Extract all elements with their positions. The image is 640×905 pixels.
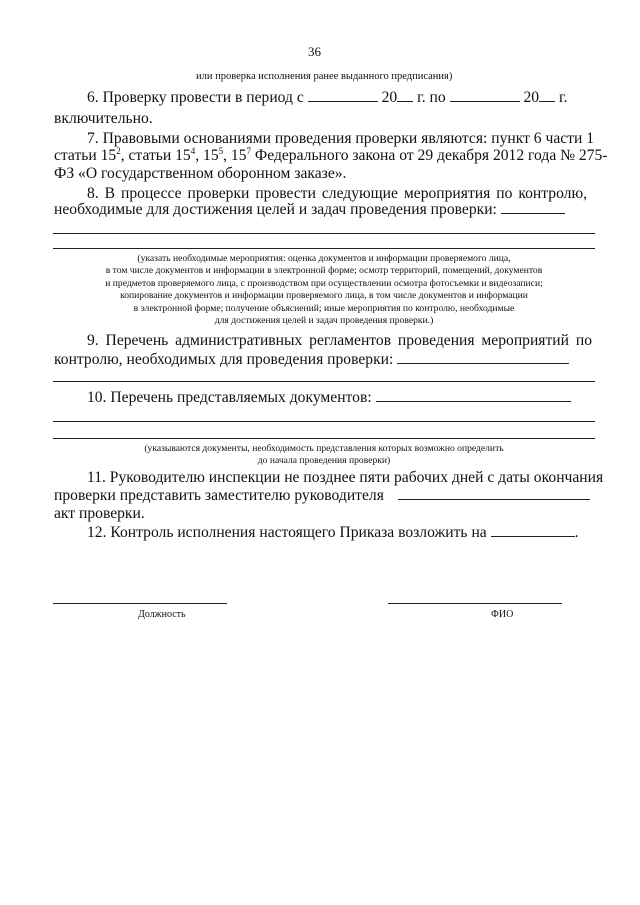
item-7-line-1: 7. Правовыми основаниями проведения проверки являются: пункт 6 части 1 [87, 130, 595, 147]
position-label: Должность [138, 609, 186, 620]
start-year-blank [397, 89, 413, 102]
item-6-line-1: 6. Проверку провести в период с 20 г. по 20 г. [87, 89, 568, 106]
item-8-blank [501, 201, 565, 214]
header-note: или проверка исполнения ранее выданного предписания) [196, 71, 453, 82]
item-11-line-1: 11. Руководителю инспекции не позднее пяти рабочих дней с даты окончания [87, 469, 604, 486]
item-8-line-1: 8. В процессе проверки провести следующие мероприятия по контролю, [87, 185, 587, 202]
page-number: 36 [308, 44, 321, 59]
position-signature-line [53, 603, 227, 604]
end-year-blank [539, 89, 555, 102]
item-10-rule-2 [53, 438, 595, 439]
item-8-rule-1 [53, 233, 595, 234]
end-date-blank [450, 89, 520, 102]
item-10-blank [376, 389, 571, 402]
item-8-line-2: необходимые для достижения целей и задач проведения проверки: [54, 201, 565, 219]
item-10-rule-1 [53, 421, 595, 422]
item-10-line-1: 10. Перечень представляемых документов: [87, 389, 571, 407]
item-8-rule-2 [53, 248, 595, 249]
item-11-blank [398, 487, 590, 500]
item-9-blank [397, 351, 569, 364]
item-6-line-2: включительно. [54, 110, 153, 127]
start-date-blank [308, 89, 378, 102]
item-9-line-1: 9. Перечень административных регламентов проведения мероприятий по [87, 332, 592, 349]
item-8-note: (указать необходимые мероприятия: оценка документов и информации проверяемого лица, в том числе документов и информации в электронной форме; осмотр территорий, помещений, документов и предметов проверяемого лица, с производством при осуществлении осмотра фотосъемки и видеозаписи; копирование документов и информации проверяемого лица, в том числе документов и информации в электронной форме; получение объяснений; иные мероприятия по контролю, необходимые для достижения целей и задач проведения проверки.) [105, 253, 543, 327]
name-label: ФИО [491, 609, 514, 620]
item-10-note: (указываются документы, необходимость представления которых возможно определить до начала проведения проверки) [144, 443, 504, 467]
item-7-line-2: статьи $15^2$, статьи $15^4$, $15^5$, $15^7$ Федерального закона от 29 декабря 2012 года № 275- [54, 146, 608, 164]
item-9-line-2: контролю, необходимых для проведения проверки: [54, 351, 569, 369]
item-7-line-3: ФЗ «О государственном оборонном заказе». [54, 165, 347, 182]
item-11-line-3: акт проверки. [54, 505, 145, 522]
name-signature-line [388, 603, 562, 604]
item-11-line-2: проверки представить заместителю руководителя [54, 487, 590, 505]
item-12-blank [491, 524, 575, 537]
item-9-rule [53, 381, 595, 382]
item-12-line-1: 12. Контроль исполнения настоящего Приказа возложить на . [87, 524, 579, 541]
